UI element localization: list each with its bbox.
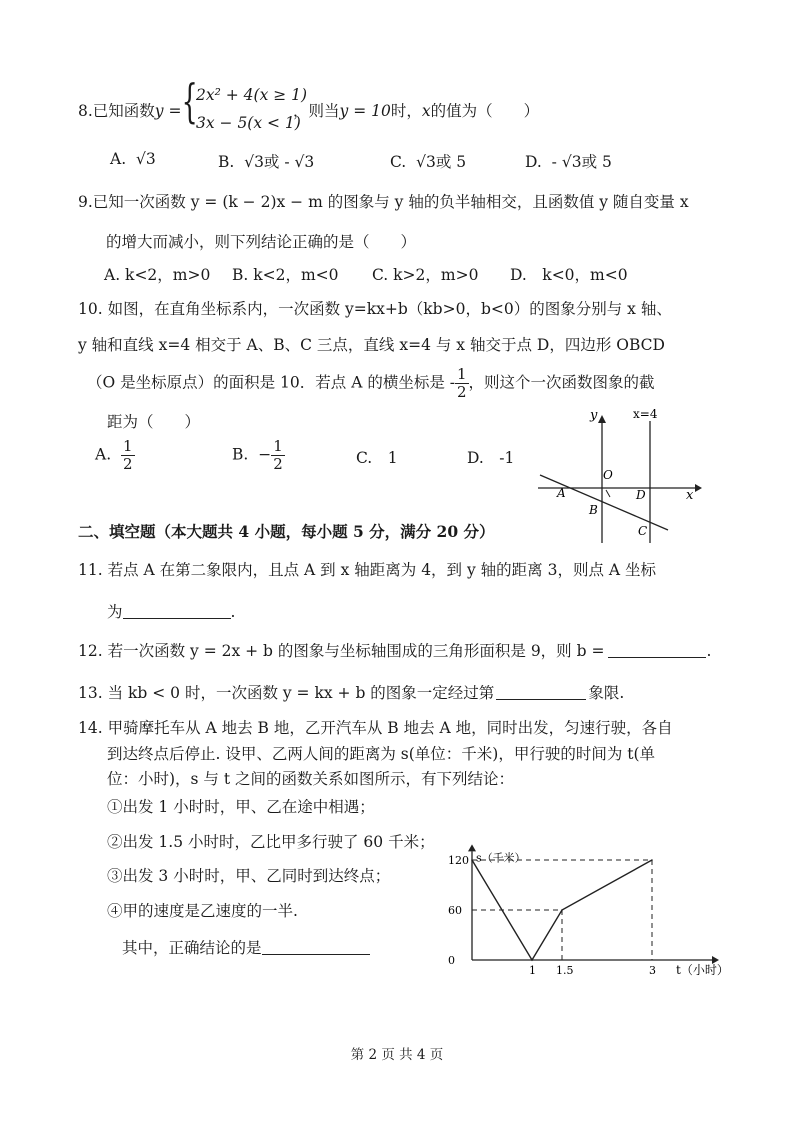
y-tick-label: 120 <box>448 854 469 867</box>
o-label: O <box>603 468 613 482</box>
data-point <box>651 859 653 861</box>
y-tick-label: 60 <box>448 904 462 917</box>
q8-case-2: 3x − 5(x < 1) <box>196 114 301 132</box>
q10-option-a: A. $\frac{1}{2}$ <box>95 437 133 473</box>
x-tick-label: 1 <box>529 964 536 977</box>
q10-figure <box>530 403 705 548</box>
section-2-title: 二、填空题（本大题共 4 小题，每小题 5 分，满分 20 分） <box>78 522 495 541</box>
q8-stem-start <box>78 99 181 121</box>
x-axis-arrow <box>695 484 702 492</box>
x-tick-label: 3 <box>649 964 656 977</box>
x-label: x <box>686 488 694 503</box>
q13-line: 13. 当 kb < 0 时，一次函数 y = kx + b 的图象一定经过第 象限. <box>78 684 625 702</box>
q9-option-a: A. k<2，m>0 <box>104 266 211 284</box>
q8-option-c: C. √3或 5 <box>390 153 467 171</box>
x-tick-label: 1.5 <box>556 964 574 977</box>
q14-item-3: ③出发 3 小时时，甲、乙同时到达终点； <box>107 867 391 885</box>
y-label: y <box>590 408 598 423</box>
q8-stem-end <box>293 99 539 121</box>
q10-option-b: B. − $\frac{1}{2}$ <box>232 437 283 473</box>
y-axis-arrow <box>598 415 606 423</box>
q10-line-4: 距为（ ） <box>107 413 201 431</box>
q14-chart <box>440 800 740 985</box>
q8-case-1: 2x² + 4(x ≥ 1) <box>196 86 308 104</box>
q10-option-c: C. 1 <box>356 449 398 467</box>
q9-line-2: 的增大而减小，则下列结论正确的是（ ） <box>106 233 417 251</box>
q8-option-a: A. √3 <box>110 150 156 168</box>
q10-line-1: 10. 如图，在直角坐标系内，一次函数 y=kx+b（kb>0，b<0）的图象分别与 x 轴、 <box>78 300 672 318</box>
q9-option-d: D. k<0，m<0 <box>510 266 628 284</box>
page-footer: 第 2 页 共 4 页 <box>350 1047 444 1063</box>
q8-stem-c: 时， <box>390 102 422 120</box>
data-point <box>561 909 563 911</box>
s-axis-arrow <box>468 844 476 851</box>
q8-y-eq: y = <box>154 102 182 120</box>
q11-line-1: 11. 若点 A 在第二象限内，且点 A 到 x 轴距离为 4，到 y 轴的距离 3，则点 A 坐标 <box>78 561 657 579</box>
q8-cond: y = 10 <box>339 102 391 120</box>
q14-answer-line: 其中，正确结论的是 <box>122 936 370 958</box>
q14-answer-blank[interactable] <box>262 940 370 955</box>
t-axis-label: t（小时） <box>676 963 729 977</box>
data-point <box>471 859 473 861</box>
q8-option-b: B. √3或 - √3 <box>218 153 315 171</box>
q8-option-d: D. - √3或 5 <box>525 153 612 171</box>
q8-stem-d: 的值为（ ） <box>430 102 540 120</box>
q8-x: x <box>421 102 431 120</box>
q10-line-3: （O 是坐标原点）的面积是 10．若点 A 的横坐标是 - $\frac{1}{2}$ ，则这个一次函数图象的截 <box>87 365 655 401</box>
q14-line-2: 到达终点后停止. 设甲、乙两人间的距离为 s(单位：千米)，甲行驶的时间为 t(单 <box>107 745 656 763</box>
s-axis-label: s（千米） <box>476 851 526 865</box>
q8-stem-a: 8.已知函数 <box>78 102 155 120</box>
y-tick-label: 0 <box>448 954 455 967</box>
q14-item-1: ①出发 1 小时时，甲、乙在途中相遇； <box>107 798 375 816</box>
q14-item-2: ②出发 1.5 小时时，乙比甲多行驶了 60 千米； <box>107 833 435 851</box>
q12-answer-blank[interactable] <box>608 643 706 658</box>
q9-option-b: B. k<2，m<0 <box>232 266 339 284</box>
data-point <box>531 959 533 961</box>
tick-mark <box>606 490 610 497</box>
q11-answer-blank[interactable] <box>123 604 231 619</box>
d-label: D <box>636 488 646 502</box>
q9-option-c: C. k>2，m>0 <box>372 266 479 284</box>
q14-line-3: 位：小时)，s 与 t 之间的函数关系如图所示，有下列结论： <box>107 770 515 788</box>
a-label: A <box>557 486 566 500</box>
q8-brace: { <box>181 74 198 128</box>
b-label: B <box>589 503 598 517</box>
q10-line-2: y 轴和直线 x=4 相交于 A、B、C 三点，直线 x=4 与 x 轴交于点 D，四边形 OBCD <box>78 336 665 354</box>
linear-function-line <box>540 475 668 530</box>
q14-item-4: ④甲的速度是乙速度的一半. <box>107 902 298 920</box>
q11-line-2: 为 . <box>107 603 236 621</box>
q10-frac: $\frac{1}{2}$ <box>457 365 467 401</box>
c-label: C <box>638 524 648 538</box>
q9-line-1: 9.已知一次函数 y = (k − 2)x − m 的图象与 y 轴的负半轴相交，且函数值 y 随自变量 x <box>78 193 689 211</box>
q8-stem-b: ，则当 <box>293 102 340 120</box>
q12-line: 12. 若一次函数 y = 2x + b 的图象与坐标轴围成的三角形面积是 9，则 b = . <box>78 642 712 660</box>
q10-option-d: D. -1 <box>467 449 515 467</box>
q14-line-1: 14. 甲骑摩托车从 A 地去 B 地，乙开汽车从 B 地去 A 地，同时出发，匀速行驶，各自 <box>78 719 673 737</box>
q13-answer-blank[interactable] <box>496 685 586 700</box>
line-label: x=4 <box>633 407 658 421</box>
